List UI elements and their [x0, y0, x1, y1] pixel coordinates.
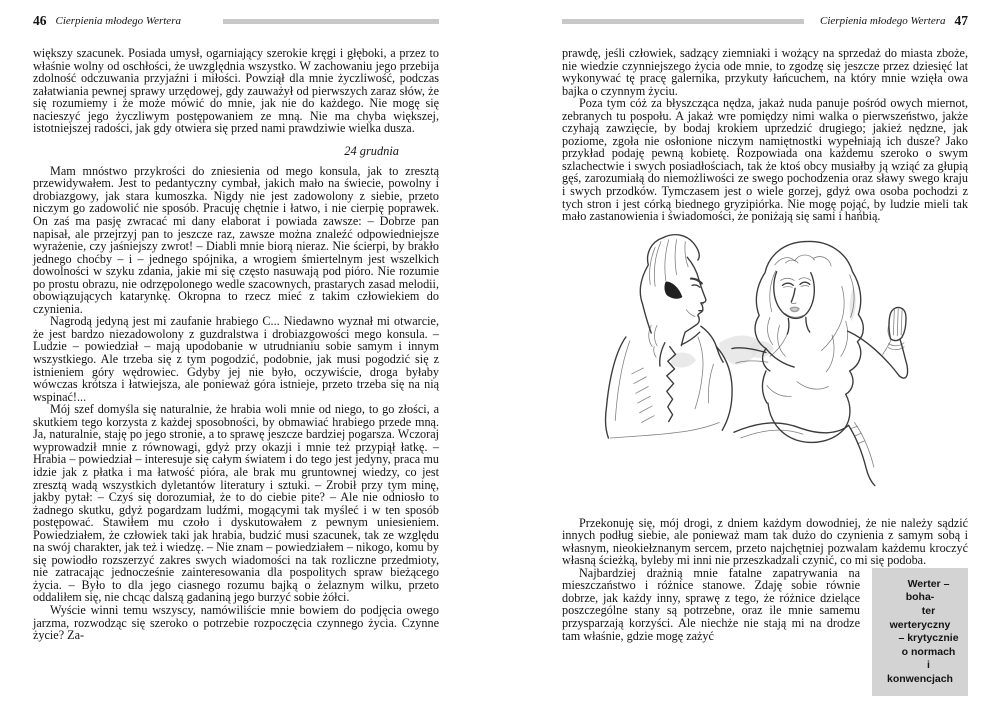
page-left [33, 14, 439, 642]
paragraph: prawdę, jeśli człowiek, sadzący ziemniaki i wożący na sprzedaż do miasta zboże, nie wiedzie czynniejszego życia ode mnie, to zgodzę się jeszcze przez dziesięć lat wykonywać tę pracę galernika, przykuty łańcuchem, na który mnie wzięła owa bajka o czynnym życiu. [562, 46, 968, 98]
paragraph-with-margin-note [562, 565, 968, 685]
paragraph: większy szacunek. Posiada umysł, ogarniający szerokie kręgi i głęboki, a przez to właśnie wolny od oschłości, że uwzględnia wszystko. W zachowaniu jego przebija zdolność odczuwania przyjaźni i miłości. Powziął dla mnie życzliwość, podczas załatwiania pewnej sprawy urzędowej, gdy zauważył od pierwszych zaraz słów, że się rozumiemy i że może mówić do mnie, jak nie do każdego. Nie mogę się nacieszyć jego życzliwym postępowaniem ze mną. Nie ma chyba większej, istotniejszej radości, jak gdy otwiera się przed nami prawdziwie wielka dusza. [33, 46, 439, 136]
margin-note-line: Werter – boha- [905, 577, 950, 604]
running-head-left [33, 14, 439, 28]
paragraph: Wyście winni temu wszyscy, namówiliście mnie bowiem do podjęcia owego jarzma, rozwodząc się szeroko o potrzebie rozpoczęcia czynnego życia. Czynne życie? Za- [33, 602, 439, 643]
paragraph: Nagrodą jedyną jest mi zaufanie hrabiego C... Niedawno wyznał mi otwarcie, że jest bardzo niezadowolony z guzdralstwa i drobiazgowości mego konsula. – Ludzie – powiedział – mają upodobanie w utrudnianiu sobie samym i innym wszystkiego. Ale trzeba się z tym pogodzić, podobnie, jak musi pogodzić się z istnieniem góry wędrowiec. Gdyby jej nie było, oczywiście, droga byłaby wówczas krótsza i łatwiejsza, ale ponieważ góra istnieje, przeto trzeba się na nią wspinać!... [33, 314, 439, 404]
paragraph-text: Najbardziej drażnią mnie fatalne zapatrywania na mieszczaństwo i różnice stanowe. Zdaję sobie równie dobrze, jak każdy inny, sprawę z tego, że różnice dzielące poszczególne stany są potrzebne, oraz ile mnie samemu przysparzają korzyści. Ale niechże nie stają mi na drodze tam właśnie, gdzie mogę zażyć [562, 565, 860, 643]
header-rule-left [223, 19, 439, 24]
header-rule-right [562, 19, 804, 24]
werther-and-woman-sketch-icon [599, 228, 931, 510]
margin-note-line: i konwencjach [887, 659, 953, 685]
running-title-left: Cierpienia młodego Wertera [55, 15, 181, 27]
margin-note-box [872, 568, 968, 696]
page-number-left: 46 [33, 13, 47, 28]
paragraph: Przekonuję się, mój drogi, z dniem każdym dowodniej, że nie należy sądzić innych podług siebie, ale ponieważ mam tak dużo do czynienia z samym sobą i własnym, nieokiełznanym sercem, przeto najchętniej pozwalam każdemu kroczyć własną ścieżką, byleby mi inni nie przeszkadzali czynić, co mi się podoba. [562, 515, 968, 568]
right-text-column [562, 46, 968, 685]
left-text-column [33, 47, 439, 642]
margin-note-line: ter werteryczny [889, 605, 951, 631]
margin-note-line: – krytycznie [898, 632, 959, 645]
paragraph: Mam mnóstwo przykrości do zniesienia od mego konsula, jak to zresztą przewidywałem. Jest to pedantyczny cymbał, jakich mało na świecie, powolny i drobiazgowy, jak stara kumoszka. Nigdy nie jest zadowolony z siebie, przeto niczym go zadowolić nie sposób. Pracuję chętnie i łatwo, i nie cierpię poprawek. On zaś ma pasję zwracać mi dany elaborat i powiada zawsze: – Dobrze pan napisał, ale przejrzyj pan to jeszcze raz, zawsze można znaleźć odpowiedniejsze wyrażenie, czy jaśniejszy zwrot! – Diabli mnie biorą nieraz. Nie ścierpi, by brakło jednego choćby – i – jednego spójnika, a wrogiem śmiertelnym jest wszelkich dowolności w szyku zdania, jakie mi się często nasuwają pod pióro. Nie rozumie po prostu obrazu, nie odrzępolonego wedle szacownych, prastarych zasad melodii, obowiązujących katarynkę. Okropna to rzecz mieć z takim człowiekiem do czynienia. [33, 163, 439, 316]
paragraph: Mój szef domyśla się naturalnie, że hrabia woli mnie od niego, to go złości, a skutkiem tego korzysta z każdej sposobności, by obmawiać hrabiego przede mną. Ja, naturalnie, staję po jego stronie, a to sprawę jeszcze bardziej pogarsza. Wczoraj wyprowadził mnie z równowagi, gdyż przy okazji i mnie też przypiął łatkę. – Hrabia – powiedział – interesuje się całym światem i do tego jest jedyny, praca mu idzie jak z płatka i ma łatwość pióra, ale brak mu gruntownej wiedzy, co jest zresztą wadą wszystkich dyletantów literatury i sztuki. – Zrobił przy tym minę, jakby pytał: – Czyś się dorozumiał, że to do ciebie pite? – Ale nie odniosło to żadnego skutku, gdyż pogardzam ludźmi, mogącymi tak myśleć i w ten sposób postępować. Stawiłem mu czoło i dyskutowałem z pewnym uniesieniem. Powiedziałem, że człowiek taki jak hrabia, budzić musi szacunek, tak ze względu na swój charakter, jak też i wiedzę. – Nie znam – powiedziałem – nikogo, komu by się powiodło rozszerzyć zakres swych wiadomości na tak rozliczne przedmioty, nie zatracając jednocześnie zainteresowania dla pospolitych spraw bieżącego życia. – Było to dla jego ciasnego rozumu bajką o żelaznym wilku, przeto oddaliłem się, nie chcąc dalszą gadaniną jego burzyć sobie żółci. [33, 402, 439, 605]
paragraph: Poza tym cóż za błyszcząca nędza, jakaż nuda panuje pośród owych miernot, zebranych tu pospołu. A jakaż wre pomiędzy nimi walka o pierwszeństwo, jakże czyhają zawzięcie, by bodaj krokiem uprzedzić drugiego; jakież nędzne, jak poziome, zgoła nie osłonione niczym namiętnostki wypełniają ich dusze? Jako przykład podaję pewną kobietę. Rozpowiada ona każdemu szeroko o swym szlachectwie i swych posiadłościach, tak że ktoś obcy musiałby ją wziąć za głupią gęś, zarozumiałą do niemożliwości ze swego pochodzenia oraz sławy swego kraju i swych przodków. Tymczasem jest o wiele gorzej, gdyż owa osoba pochodzi z tych stron i jest córką biednego gryzipiórka. Nie mogę pojąć, by ludzie mieli tak mało zastanowienia i świadomości, że poniżają się sami i hańbią. [562, 96, 968, 224]
margin-note-line: o normach [901, 645, 956, 658]
page-right [562, 14, 968, 700]
page-number-right: 47 [954, 13, 968, 28]
running-title-right: Cierpienia młodego Wertera [820, 15, 946, 27]
running-head-right [562, 14, 968, 28]
letter-date-heading: 24 grudnia [344, 143, 399, 158]
